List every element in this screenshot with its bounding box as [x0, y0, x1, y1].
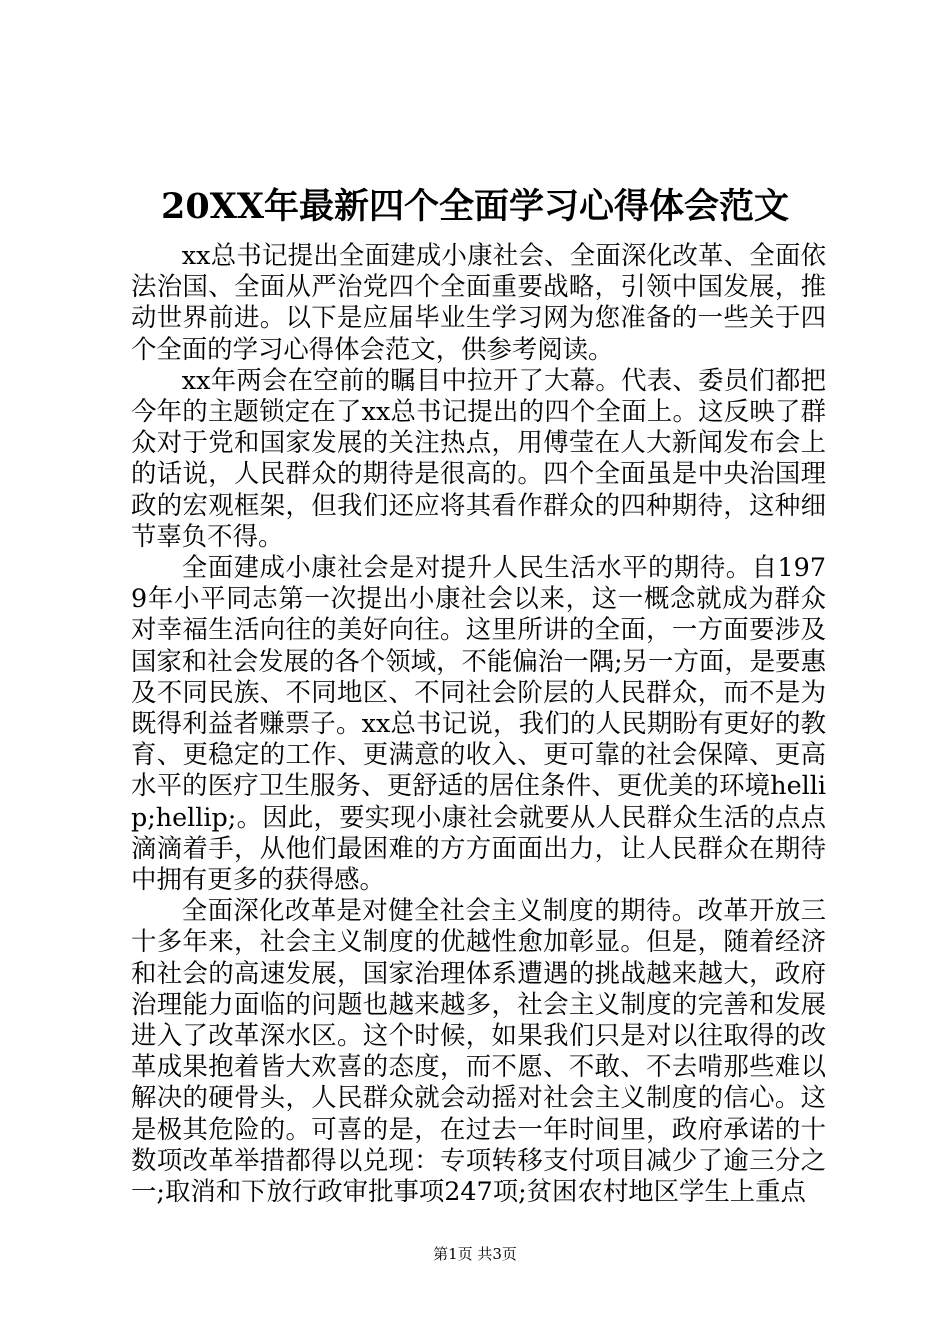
- page-number-footer: 第1页 共3页: [433, 1245, 517, 1263]
- paragraph: xx年两会在空前的瞩目中拉开了大幕。代表、委员们都把今年的主题锁定在了xx总书记提出的四个全面上。这反映了群众对于党和国家发展的关注热点，用傅莹在人大新闻发布会上的话说，人民群众的期待是很高的。四个全面虽是中央治国理政的宏观框架，但我们还应将其看作群众的四种期待，这种细节辜负不得。: [131, 364, 826, 551]
- document-title: 20XX年最新四个全面学习心得体会范文: [160, 186, 790, 227]
- paragraph: 全面深化改革是对健全社会主义制度的期待。改革开放三十多年来，社会主义制度的优越性愈加彰显。但是，随着经济和社会的高速发展，国家治理体系遭遇的挑战越来越大，政府治理能力面临的问题也越来越多，社会主义制度的完善和发展进入了改革深水区。这个时候，如果我们只是对以往取得的改革成果抱着皆大欢喜的态度，而不愿、不敢、不去啃那些难以解决的硬骨头，人民群众就会动摇对社会主义制度的信心。这是极其危险的。可喜的是，在过去一年时间里，政府承诺的十数项改革举措都得以兑现：专项转移支付项目减少了逾三分之一;取消和下放行政审批事项247项;贫困农村地区学生上重点: [131, 895, 826, 1207]
- paragraph: xx总书记提出全面建成小康社会、全面深化改革、全面依法治国、全面从严治党四个全面重要战略，引领中国发展，推动世界前进。以下是应届毕业生学习网为您准备的一些关于四个全面的学习心得体会范文，供参考阅读。: [131, 240, 826, 364]
- paragraph: 全面建成小康社会是对提升人民生活水平的期待。自1979年小平同志第一次提出小康社会以来，这一概念就成为群众对幸福生活向往的美好向往。这里所讲的全面，一方面要涉及国家和社会发展的各个领域，不能偏治一隅;另一方面，是要惠及不同民族、不同地区、不同社会阶层的人民群众，而不是为既得利益者赚票子。xx总书记说，我们的人民期盼有更好的教育、更稳定的工作、更满意的收入、更可靠的社会保障、更高水平的医疗卫生服务、更舒适的居住条件、更优美的环境hellip;hellip;。因此，要实现小康社会就要从人民群众生活的点点滴滴着手，从他们最困难的方方面面出力，让人民群众在期待中拥有更多的获得感。: [131, 552, 826, 895]
- document-body: [131, 240, 826, 1207]
